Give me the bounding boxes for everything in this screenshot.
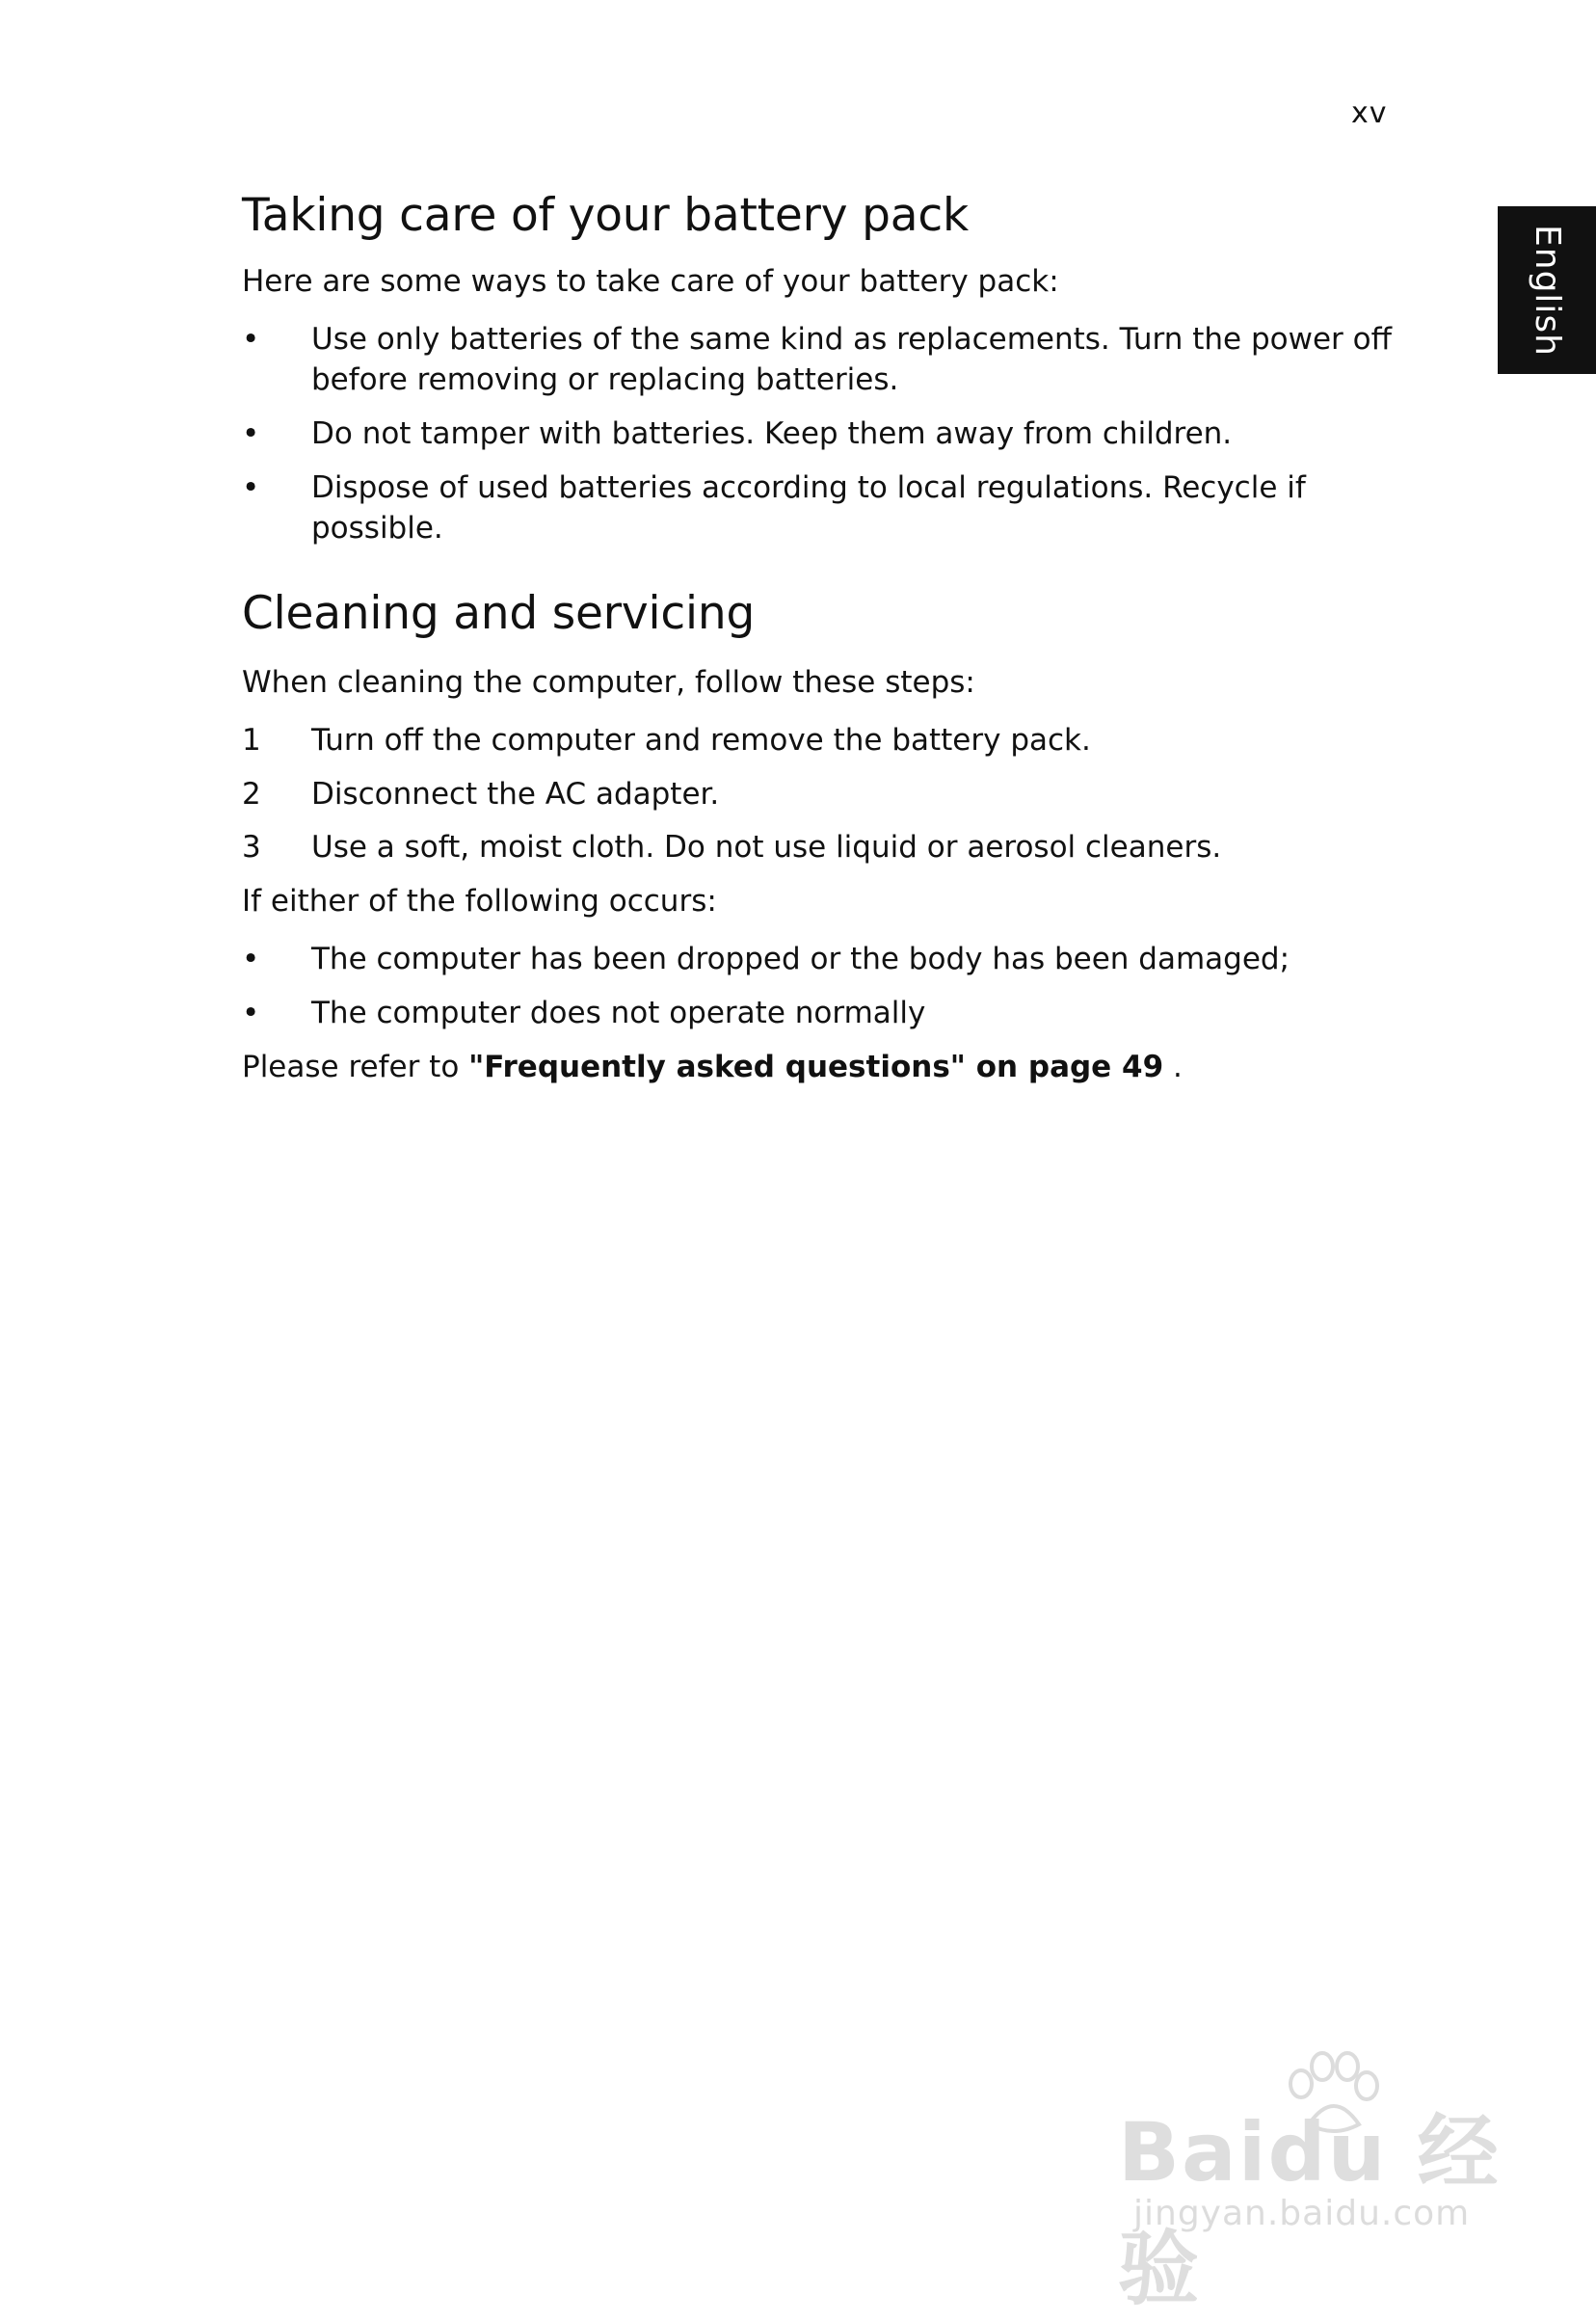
reference-paragraph bbox=[242, 1048, 1398, 1088]
list-item-text: Dispose of used batteries according to local regulations. Recycle if possible. bbox=[311, 469, 1306, 546]
step-item bbox=[242, 721, 1398, 761]
list-item-text: Use only batteries of the same kind as replacements. Turn the power off before removing or replacing batteries. bbox=[311, 322, 1392, 398]
list-item bbox=[242, 414, 1398, 455]
list-item-text: The computer has been dropped or the body has been damaged; bbox=[311, 942, 1290, 977]
reference-suffix: . bbox=[1173, 1049, 1183, 1084]
cleaning-intro: When cleaning the computer, follow these steps: bbox=[242, 664, 975, 700]
step-number: 2 bbox=[242, 776, 261, 812]
battery-care-list bbox=[242, 320, 1398, 548]
bullet-marker: • bbox=[242, 469, 260, 505]
cleaning-section bbox=[242, 587, 1398, 1087]
reference-prefix: Please refer to bbox=[242, 1049, 460, 1084]
bullet-marker: • bbox=[242, 415, 260, 451]
bullet-marker: • bbox=[242, 995, 260, 1030]
step-number: 3 bbox=[242, 830, 261, 866]
page-content bbox=[242, 189, 1398, 1106]
cleaning-steps-list bbox=[242, 721, 1398, 869]
conditions-intro: If either of the following occurs: bbox=[242, 884, 717, 920]
battery-care-section bbox=[242, 189, 1398, 548]
faq-reference-link[interactable]: "Frequently asked questions" on page 49 bbox=[468, 1049, 1164, 1084]
step-item bbox=[242, 775, 1398, 815]
step-text: Turn off the computer and remove the battery pack. bbox=[311, 722, 1091, 758]
list-item bbox=[242, 940, 1398, 980]
watermark-url: jingyan.baidu.com bbox=[1133, 2194, 1471, 2233]
conditions-list bbox=[242, 940, 1398, 1034]
list-item-text: Do not tamper with batteries. Keep them away from children. bbox=[311, 415, 1233, 451]
page-number: xv bbox=[1351, 96, 1388, 130]
language-tab-label: English bbox=[1527, 224, 1567, 357]
step-item bbox=[242, 828, 1398, 868]
language-tab bbox=[1498, 206, 1596, 374]
bullet-marker: • bbox=[242, 322, 260, 358]
list-item bbox=[242, 468, 1398, 549]
cleaning-heading: Cleaning and servicing bbox=[242, 587, 756, 641]
battery-care-intro: Here are some ways to take care of your battery pack: bbox=[242, 264, 1059, 300]
step-text: Disconnect the AC adapter. bbox=[311, 776, 720, 812]
list-item bbox=[242, 320, 1398, 401]
list-item-text: The computer does not operate normally bbox=[311, 995, 926, 1030]
battery-care-heading: Taking care of your battery pack bbox=[242, 189, 969, 242]
step-text: Use a soft, moist cloth. Do not use liquid or aerosol cleaners. bbox=[311, 830, 1222, 866]
baidu-watermark bbox=[1118, 2049, 1503, 2316]
watermark-logo-text: Baidu 经验 bbox=[1118, 2105, 1501, 2316]
step-number: 1 bbox=[242, 722, 261, 758]
list-item bbox=[242, 994, 1398, 1034]
bullet-marker: • bbox=[242, 942, 260, 977]
